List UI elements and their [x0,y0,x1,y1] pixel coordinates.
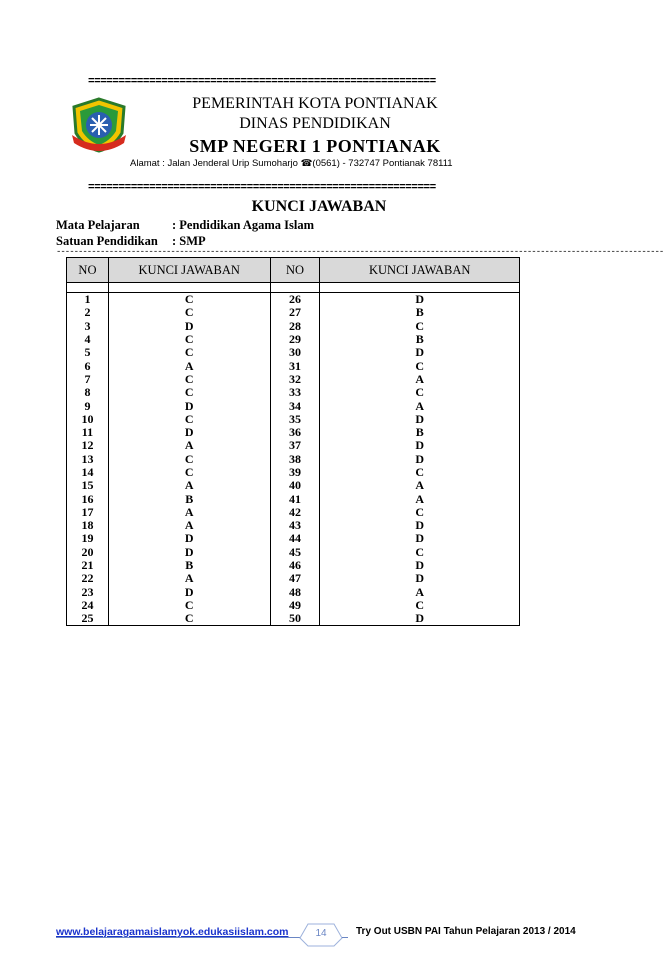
table-row [67,599,520,612]
row-number-right: 46 [270,559,320,572]
row-number-left: 15 [67,479,109,492]
row-answer-left: A [108,506,270,519]
table-row [67,519,520,532]
page-number-badge [300,918,342,948]
table-row [67,439,520,452]
row-number-right: 30 [270,346,320,359]
row-answer-left: C [108,599,270,612]
row-answer-right: D [320,559,520,572]
table-row [67,479,520,492]
header-answer-2: KUNCI JAWABAN [320,258,520,283]
row-number-left: 22 [67,572,109,585]
row-number-left: 24 [67,599,109,612]
row-answer-left: B [108,492,270,505]
row-answer-right: C [320,599,520,612]
row-number-left: 3 [67,320,109,333]
table-row [67,306,520,319]
row-number-left: 23 [67,586,109,599]
table-row [67,399,520,412]
school-address [130,158,520,169]
row-number-right: 36 [270,426,320,439]
row-number-right: 26 [270,293,320,307]
department-title: DINAS PENDIDIKAN [239,115,391,132]
row-number-left: 9 [67,399,109,412]
row-answer-left: D [108,426,270,439]
table-row [67,586,520,599]
table-row [67,612,520,626]
row-answer-right: D [320,572,520,585]
row-answer-right: B [320,426,520,439]
row-number-right: 28 [270,320,320,333]
row-number-right: 38 [270,453,320,466]
table-row [67,559,520,572]
footer-website-link[interactable]: www.belajaragamaislamyok.edukasiislam.com [56,926,289,938]
row-answer-right: C [320,546,520,559]
row-number-right: 35 [270,413,320,426]
row-number-left: 1 [67,293,109,307]
row-number-left: 6 [67,359,109,372]
school-name: SMP NEGERI 1 PONTIANAK [189,136,441,156]
row-number-right: 37 [270,439,320,452]
row-answer-left: C [108,333,270,346]
row-number-right: 40 [270,479,320,492]
table-row [67,506,520,519]
table-row [67,426,520,439]
row-answer-right: D [320,612,520,626]
document-title: KUNCI JAWABAN [251,198,387,215]
table-row [67,546,520,559]
row-answer-left: C [108,466,270,479]
subject-value: : Pendidikan Agama Islam [172,218,315,232]
header-no-2: NO [270,258,320,283]
table-row [67,492,520,505]
row-answer-right: A [320,373,520,386]
row-number-right: 41 [270,492,320,505]
row-answer-left: D [108,399,270,412]
row-answer-left: A [108,359,270,372]
row-number-right: 39 [270,466,320,479]
row-answer-left: C [108,306,270,319]
row-answer-left: A [108,479,270,492]
footer-exam-title: Try Out USBN PAI Tahun Pelajaran 2013 / 2014 [356,926,576,937]
row-number-left: 14 [67,466,109,479]
row-number-right: 33 [270,386,320,399]
row-number-right: 32 [270,373,320,386]
row-number-right: 34 [270,399,320,412]
phone-icon: ☎ [300,158,313,169]
row-number-right: 45 [270,546,320,559]
row-answer-left: C [108,413,270,426]
row-number-right: 47 [270,572,320,585]
row-answer-right: C [320,506,520,519]
row-answer-right: D [320,453,520,466]
row-answer-right: C [320,466,520,479]
row-answer-right: A [320,479,520,492]
page-number: 14 [315,928,327,939]
row-number-right: 29 [270,333,320,346]
row-answer-right: C [320,386,520,399]
row-answer-left: C [108,453,270,466]
row-answer-right: D [320,532,520,545]
table-row [67,333,520,346]
row-answer-left: A [108,519,270,532]
row-answer-left: C [108,386,270,399]
row-answer-left: A [108,439,270,452]
table-row [67,320,520,333]
row-number-left: 12 [67,439,109,452]
row-answer-right: A [320,492,520,505]
dashed-separator: ------------------------------------------------------------------------------------------------------------------------------------------ [56,247,663,257]
row-answer-left: D [108,320,270,333]
row-answer-right: D [320,346,520,359]
row-answer-left: D [108,546,270,559]
row-number-left: 25 [67,612,109,626]
row-number-left: 7 [67,373,109,386]
row-number-left: 19 [67,532,109,545]
row-answer-right: A [320,586,520,599]
header-rule-top: ========================================================= [88,76,436,88]
subject-label: Mata Pelajaran [56,218,140,232]
government-title: PEMERINTAH KOTA PONTIANAK [192,95,438,112]
row-number-left: 8 [67,386,109,399]
row-answer-right: D [320,439,520,452]
row-answer-left: B [108,559,270,572]
row-answer-left: D [108,532,270,545]
row-number-right: 50 [270,612,320,626]
row-answer-left: C [108,373,270,386]
table-row [67,386,520,399]
row-number-left: 4 [67,333,109,346]
table-spacer-row [67,283,520,293]
row-answer-left: A [108,572,270,585]
table-row [67,293,520,307]
table-header-row [67,258,520,283]
row-number-right: 44 [270,532,320,545]
table-row [67,346,520,359]
row-number-left: 18 [67,519,109,532]
row-answer-left: C [108,293,270,307]
answer-key-table [66,257,520,626]
row-number-left: 20 [67,546,109,559]
row-answer-right: B [320,333,520,346]
row-number-right: 43 [270,519,320,532]
table-row [67,359,520,372]
table-row [67,572,520,585]
level-label: Satuan Pendidikan [56,234,158,248]
row-answer-right: A [320,399,520,412]
table-row [67,413,520,426]
row-number-left: 2 [67,306,109,319]
header-rule-bottom: ========================================================= [88,182,436,194]
row-number-left: 16 [67,492,109,505]
table-row [67,532,520,545]
row-number-right: 27 [270,306,320,319]
address-suffix: (0561) - 732747 Pontianak 78111 [312,158,453,169]
row-number-left: 13 [67,453,109,466]
row-answer-left: C [108,612,270,626]
row-number-left: 21 [67,559,109,572]
row-number-left: 17 [67,506,109,519]
footer-line-right [342,937,348,938]
row-number-left: 10 [67,413,109,426]
table-row [67,373,520,386]
row-answer-left: D [108,586,270,599]
row-answer-right: D [320,293,520,307]
row-number-right: 31 [270,359,320,372]
level-value: : SMP [172,234,206,248]
row-answer-right: D [320,413,520,426]
subject-line [56,218,314,233]
table-row [67,466,520,479]
row-number-left: 11 [67,426,109,439]
row-answer-right: D [320,519,520,532]
row-answer-right: B [320,306,520,319]
row-number-left: 5 [67,346,109,359]
row-number-right: 48 [270,586,320,599]
row-number-right: 42 [270,506,320,519]
row-number-right: 49 [270,599,320,612]
row-answer-right: C [320,359,520,372]
row-answer-right: C [320,320,520,333]
address-prefix: Alamat : Jalan Jenderal Urip Sumoharjo [130,158,301,169]
header-no-1: NO [67,258,109,283]
table-row [67,453,520,466]
header-answer-1: KUNCI JAWABAN [108,258,270,283]
row-answer-left: C [108,346,270,359]
